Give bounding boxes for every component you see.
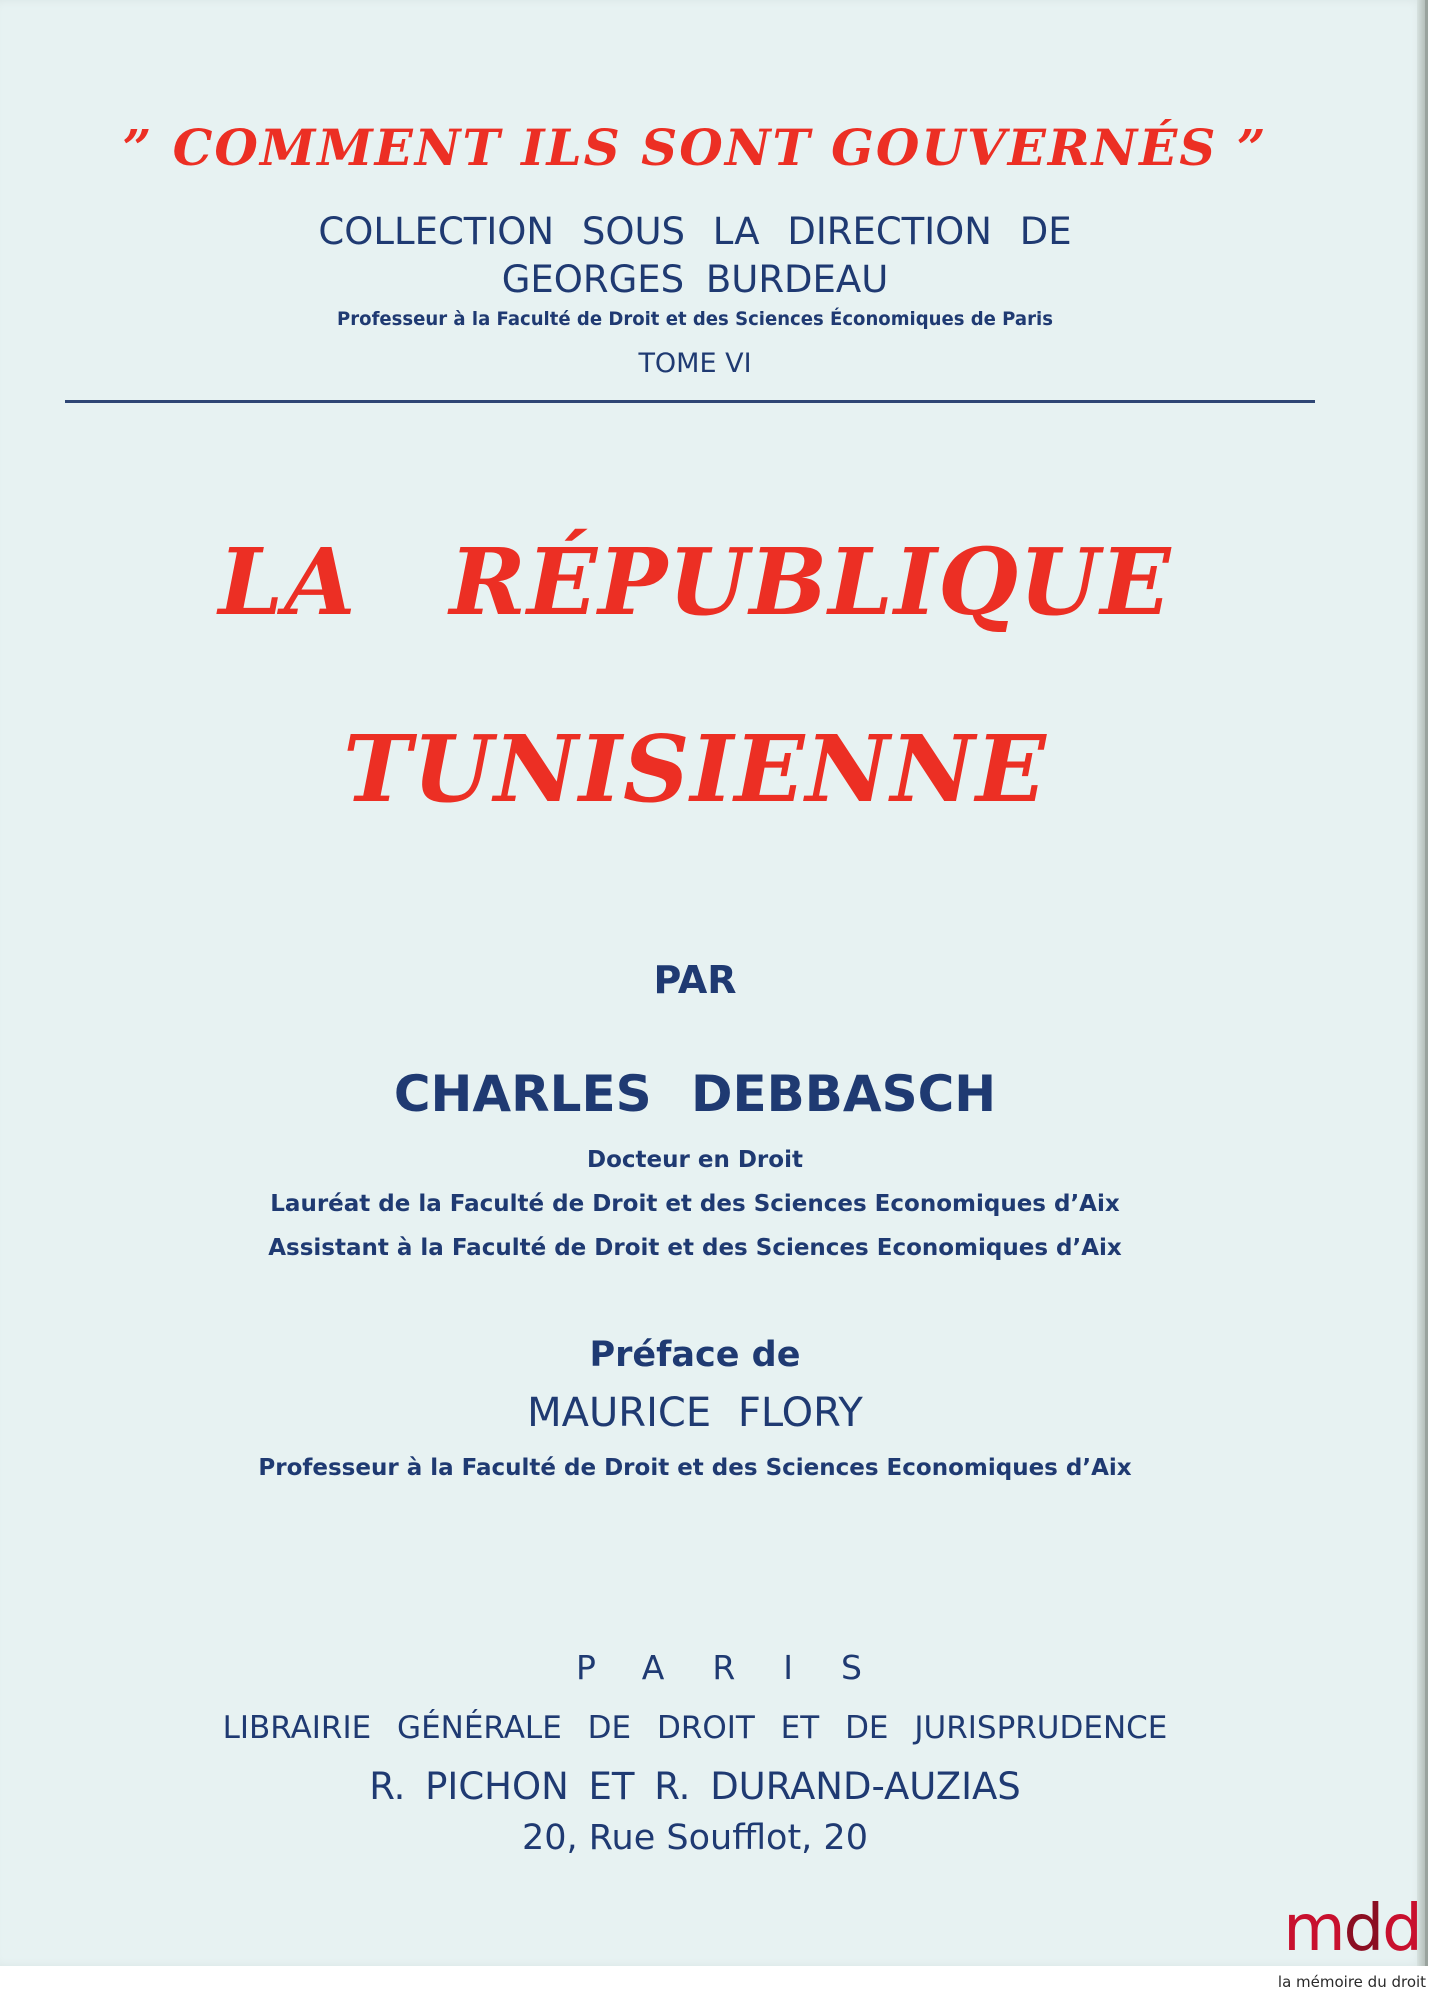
imprint-address: 20, Rue Soufflot, 20 [522,1818,868,1858]
tome-number: TOME VI [638,348,752,379]
author-qualification: Assistant à la Faculté de Droit et des Sciences Economiques d’Aix [268,1235,1122,1261]
book-title-line-1: LA RÉPUBLIQUE [218,528,1172,636]
preface-author-name: MAURICE FLORY [527,1390,863,1436]
author-qualification: Docteur en Droit [587,1147,803,1173]
author-name: CHARLES DEBBASCH [393,1065,997,1123]
imprint-publisher: LIBRAIRIE GÉNÉRALE DE DROIT ET DE JURISPRUDENCE [222,1710,1168,1746]
series-title: ” COMMENT ILS SONT GOUVERNÉS ” [122,118,1268,177]
mdd-watermark-logo [1272,1892,1432,1995]
book-title-line-2: TUNISIENNE [343,715,1047,823]
preface-label: Préface de [589,1335,801,1375]
watermark-tagline: la mémoire du droit [1277,1973,1427,1991]
mdd-logo-icon: mdd [1283,1892,1421,1966]
series-director-name: GEORGES BURDEAU [501,258,889,301]
series-director-title: Professeur à la Faculté de Droit et des Sciences Économiques de Paris [337,308,1053,330]
imprint-city: PARIS [576,1648,910,1687]
by-label: PAR [653,958,737,1002]
divider-rule [65,400,1315,403]
author-qualification: Lauréat de la Faculté de Droit et des Sciences Economiques d’Aix [270,1191,1120,1217]
preface-author-qualification: Professeur à la Faculté de Droit et des Sciences Economiques d’Aix [258,1455,1132,1481]
collection-line: COLLECTION SOUS LA DIRECTION DE [318,210,1072,253]
imprint-printers: R. PICHON ET R. DURAND-AUZIAS [369,1765,1021,1808]
